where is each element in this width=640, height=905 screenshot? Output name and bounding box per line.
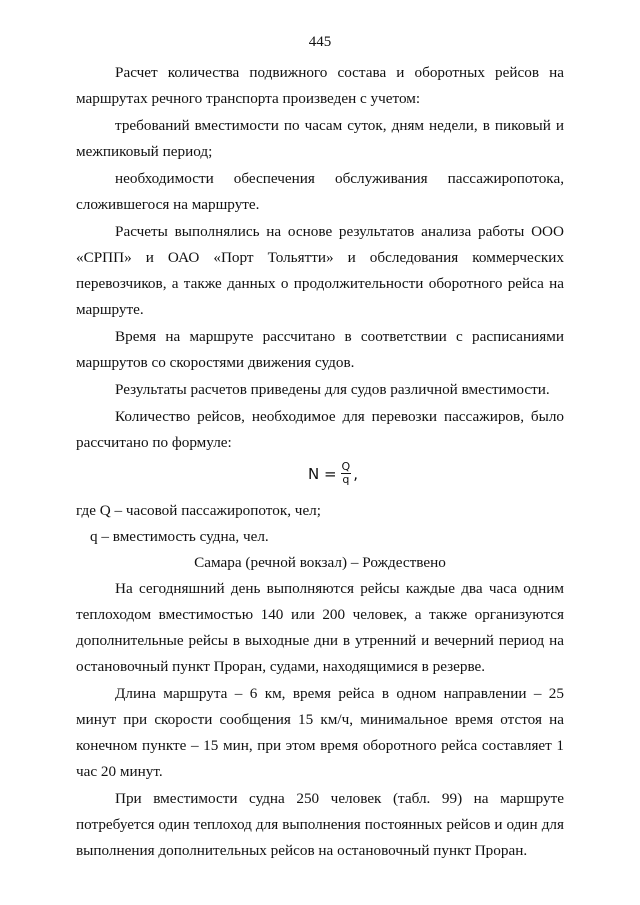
formula-denominator: q <box>342 473 350 486</box>
formula-fraction <box>341 461 352 486</box>
paragraph-route-time: Время на маршруте рассчитано в соответствии с расписаниями маршрутов со скоростями движения судов. <box>76 328 564 371</box>
formula-lhs: N = <box>307 464 337 483</box>
formula-block <box>76 456 564 498</box>
paragraph-capacity-requirements: требований вместимости по часам суток, дням недели, в пиковый и межпиковый период; <box>76 117 564 160</box>
definition-vessel-capacity: q – вместимость судна, чел. <box>90 528 269 545</box>
formula-numerator: Q <box>341 460 351 473</box>
page-content <box>76 60 564 864</box>
paragraph-route-parameters: Длина маршрута – 6 км, время рейса в одном направлении – 25 минут при скорости сообщения 15 км/ч, минимальное время отстоя на конечном пункте – 15 мин, при этом время оборотного рейса составляет 1 час 20 минут. <box>76 685 564 780</box>
page-number: 445 <box>308 34 332 50</box>
paragraph-calculation-basis: Расчеты выполнялись на основе результатов анализа работы ООО «СРПП» и ОАО «Порт Тольятти» и обследования коммерческих перевозчиков, а также данных о продолжительности оборотного рейса на маршруте. <box>76 223 564 318</box>
paragraph-results-note: Результаты расчетов приведены для судов различной вместимости. <box>115 381 550 398</box>
paragraph-formula-intro: Количество рейсов, необходимое для перевозки пассажиров, было рассчитано по формуле: <box>76 408 564 451</box>
paragraph-vessel-requirement: При вместимости судна 250 человек (табл. 99) на маршруте потребуется один теплоход для выполнения постоянных рейсов и один для выполнения дополнительных рейсов на остановочный пункт Проран. <box>76 790 564 859</box>
paragraph-service-necessity: необходимости обеспечения обслуживания пассажиропотока, сложившегося на маршруте. <box>76 170 564 213</box>
paragraph-current-service: На сегодняшний день выполняются рейсы каждые два часа одним теплоходом вместимостью 140 или 200 человек, а также организуются дополнительные рейсы в выходные дни в утренний и вечерний период на остановочный пункт Проран, судами, находящимися в резерве. <box>76 580 564 675</box>
trip-count-formula <box>308 461 358 486</box>
section-heading: Самара (речной вокзал) – Рождествено <box>194 554 446 571</box>
paragraph-intro: Расчет количества подвижного состава и оборотных рейсов на маршрутах речного транспорта произведен с учетом: <box>76 64 564 107</box>
formula-tail: , <box>353 464 358 483</box>
definition-hourly-flow: где Q – часовой пассажиропоток, чел; <box>76 502 321 519</box>
